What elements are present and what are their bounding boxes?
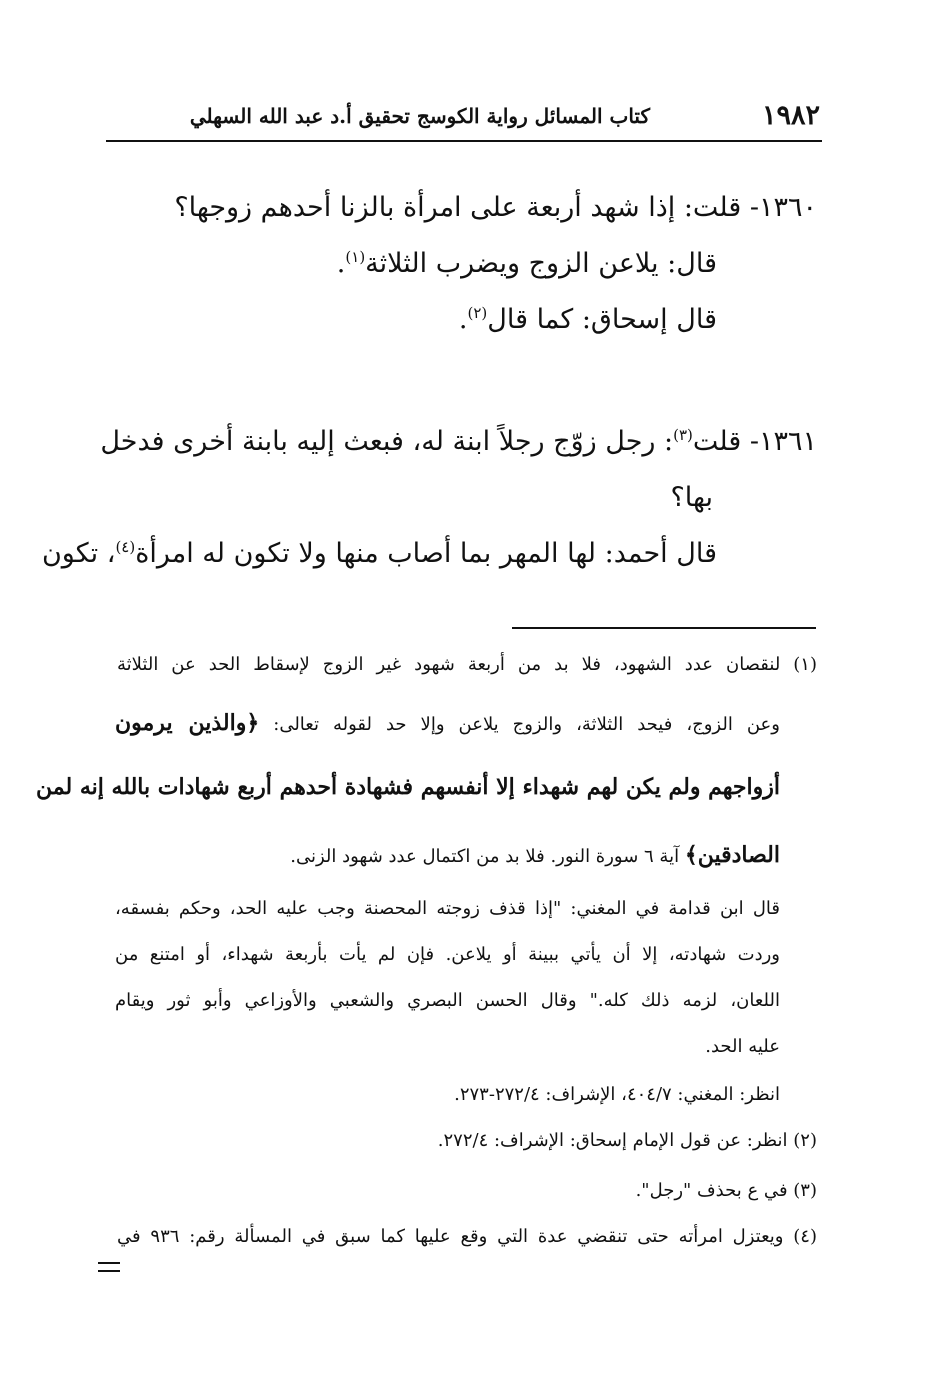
answer-text: قال: يلاعن الزوج ويضرب الثلاثة — [365, 248, 717, 279]
fn4-text: (٤) ويعتزل امرأته حتى تنقضي عدة التي وقع عليها كما سبق في المسألة رقم: ٩٣٦ في — [117, 1226, 817, 1247]
footnote-1-line-3 — [36, 772, 780, 804]
book-title: كتاب المسائل رواية الكوسج تحقيق أ.د عبد الله السهلي — [189, 104, 650, 128]
footnote-ref-4: (٤) — [115, 538, 136, 556]
answer-end: . — [336, 248, 346, 279]
footnote-1-line-7 — [115, 986, 780, 1016]
fn1-l8-text: عليه الحد. — [705, 1036, 780, 1057]
issue-1360-question-text: ١٣٦٠- قلت: إذا شهد أربعة على امرأة بالزنا أحدهم زوجها؟ — [174, 192, 817, 223]
fn1-l4-quran: الصادقين﴾ — [684, 842, 780, 868]
header-rule — [106, 140, 822, 142]
issue-1361-rest: : رجل زوّج رجلاً ابنة له، فبعث إليه بابنة أخرى فدخل — [100, 426, 674, 457]
issue-1360-ishaq — [459, 300, 717, 340]
footnote-ref-1: (١) — [345, 248, 366, 266]
page-number: ١٩٨٢ — [761, 100, 820, 131]
footnote-1-line-6 — [115, 940, 780, 970]
fn1-l3-quran: أزواجهم ولم يكن لهم شهداء إلا أنفسهم فشهادة أحدهم أربع شهادات بالله إنه لمن — [36, 774, 780, 800]
fn2-text: (٢) انظر: عن قول الإمام إسحاق: الإشراف: ٢٧٢/٤. — [437, 1130, 817, 1151]
footnote-2 — [438, 1126, 817, 1156]
fn1-l1-text: (١) لنقصان عدد الشهود، فلا بد من أربعة شهود غير الزوج لإسقاط الحد عن الثلاثة — [117, 654, 817, 675]
issue-1360-question — [174, 188, 817, 228]
footnote-ref-3: (٣) — [673, 426, 693, 444]
footnote-1-line-9 — [454, 1080, 780, 1110]
issue-1360-answer — [337, 244, 717, 284]
issue-1361-question-cont — [670, 478, 713, 518]
issue-1361-question — [100, 422, 817, 462]
footnote-1-line-4 — [290, 840, 780, 872]
fn1-l4-text: آية ٦ سورة النور. فلا بد من اكتمال عدد شهود الزنى. — [290, 846, 685, 867]
fn1-l9-text: انظر: المغني: ٤٠٤/٧، الإشراف: ٢٧٢/٤-٢٧٣. — [454, 1084, 780, 1105]
fn3-text: (٣) في ع بحذف "رجل". — [635, 1180, 817, 1201]
issue-1361-ahmad — [41, 534, 717, 574]
fn1-l6-text: وردت شهادته، إلا أن يأتي ببينة أو يلاعن. فإن لم يأت بأربعة شهداء، أو امتنع من — [115, 944, 780, 965]
footnote-1-line-2 — [115, 708, 780, 740]
fn1-l5-text: قال ابن قدامة في المغني: "إذا قذف زوجته المحصنة وجب عليه الحد، وحكم بفسقه، — [115, 898, 780, 919]
page-header — [108, 98, 820, 134]
ishaq-end: . — [458, 304, 468, 335]
ahmad-text: قال أحمد: لها المهر بما أصاب منها ولا تكون له امرأة — [135, 538, 717, 569]
footnote-1-line-1 — [117, 650, 817, 680]
issue-1361-start: ١٣٦١- قلت — [692, 426, 817, 457]
footnote-separator — [512, 627, 816, 629]
ishaq-text: قال إسحاق: كما قال — [487, 304, 717, 335]
fn1-l7-text: اللعان، لزمه ذلك كله." وقال الحسن البصري والشعبي والأوزاعي وأبو ثور ويقام — [115, 990, 780, 1011]
issue-1361-cont-text: بها؟ — [670, 482, 713, 513]
fn1-l2-quran: ﴿والذين يرمون — [115, 710, 260, 736]
footnote-1-line-8 — [705, 1032, 780, 1062]
footnote-ref-2: (٢) — [467, 304, 488, 322]
footnote-1-line-5 — [115, 894, 780, 924]
ahmad-rest: ، تكون — [41, 538, 116, 569]
footnote-3 — [636, 1176, 817, 1206]
footnote-4 — [117, 1222, 817, 1252]
continuation-mark — [98, 1262, 120, 1272]
fn1-l2-text: وعن الزوج، فيحد الثلاثة، والزوج يلاعن وإلا حد لقوله تعالى: — [273, 714, 780, 735]
